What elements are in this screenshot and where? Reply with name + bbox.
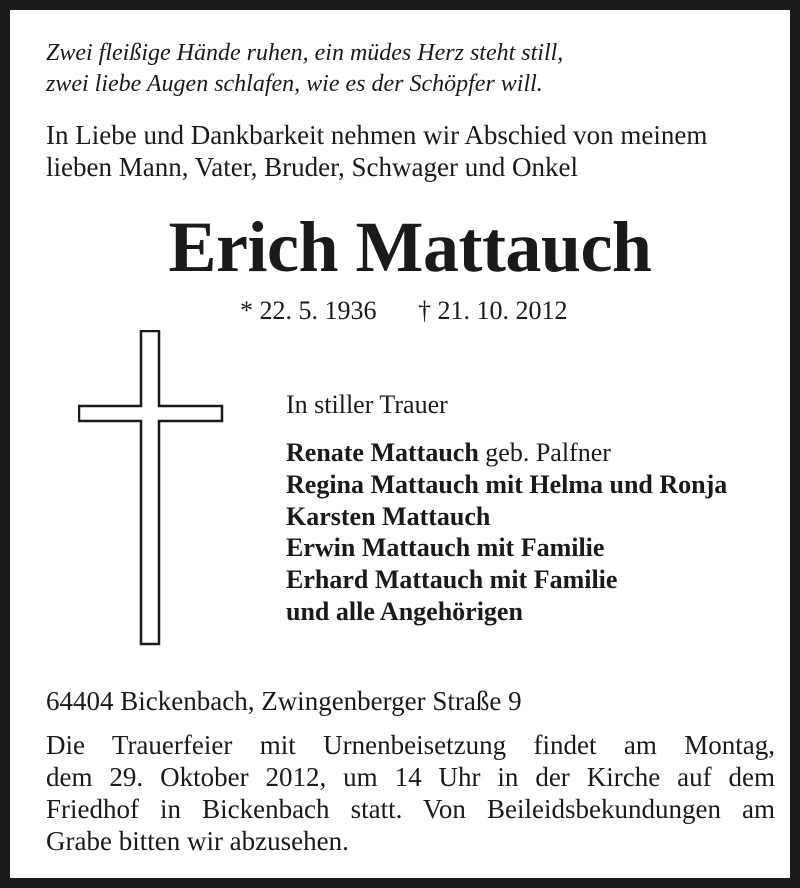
mourner-5-name: Erhard Mattauch mit Familie xyxy=(286,565,618,594)
mourning-heading: In stiller Trauer xyxy=(286,390,448,419)
mourner-2 xyxy=(286,470,727,500)
mourner-3-name: Karsten Mattauch xyxy=(286,502,491,531)
mourner-1-name: Renate Mattauch xyxy=(286,438,479,467)
death-date: † 21. 10. 2012 xyxy=(418,296,568,325)
mourner-6-name: und alle Angehörigen xyxy=(286,597,523,626)
ceremony-line-3: Friedhof in Bickenbach statt. Von Beileidsbekundungen am xyxy=(46,794,775,824)
intro-line-2: lieben Mann, Vater, Bruder, Schwager und Onkel xyxy=(46,152,578,182)
ceremony-line-4: Grabe bitten wir abzusehen. xyxy=(46,826,349,856)
birth-date: * 22. 5. 1936 xyxy=(240,296,377,325)
poem-line-1: Zwei fleißige Hände ruhen, ein müdes Herz steht still, xyxy=(46,40,564,66)
ceremony-line-1: Die Trauerfeier mit Urnenbeisetzung findet am Montag, xyxy=(46,730,775,760)
mourner-6 xyxy=(286,597,523,627)
mourner-3 xyxy=(286,502,490,532)
mourner-4-name: Erwin Mattauch mit Familie xyxy=(286,533,605,562)
deceased-name: Erich Mattauch xyxy=(168,207,652,287)
intro-line-1: In Liebe und Dankbarkeit nehmen wir Abschied von meinem xyxy=(46,120,708,150)
latin-cross-icon xyxy=(78,330,224,646)
poem-line-2: zwei liebe Augen schlafen, wie es der Schöpfer will. xyxy=(46,71,543,97)
mourner-5 xyxy=(286,565,617,595)
mourner-1-suffix: geb. Palfner xyxy=(478,438,611,467)
address: 64404 Bickenbach, Zwingenberger Straße 9 xyxy=(46,686,522,716)
mourner-2-name: Regina Mattauch mit Helma und Ronja xyxy=(286,470,728,499)
mourner-1 xyxy=(286,438,611,468)
ceremony-line-2: dem 29. Oktober 2012, um 14 Uhr in der Kirche auf dem xyxy=(46,762,775,792)
mourner-4 xyxy=(286,533,604,563)
